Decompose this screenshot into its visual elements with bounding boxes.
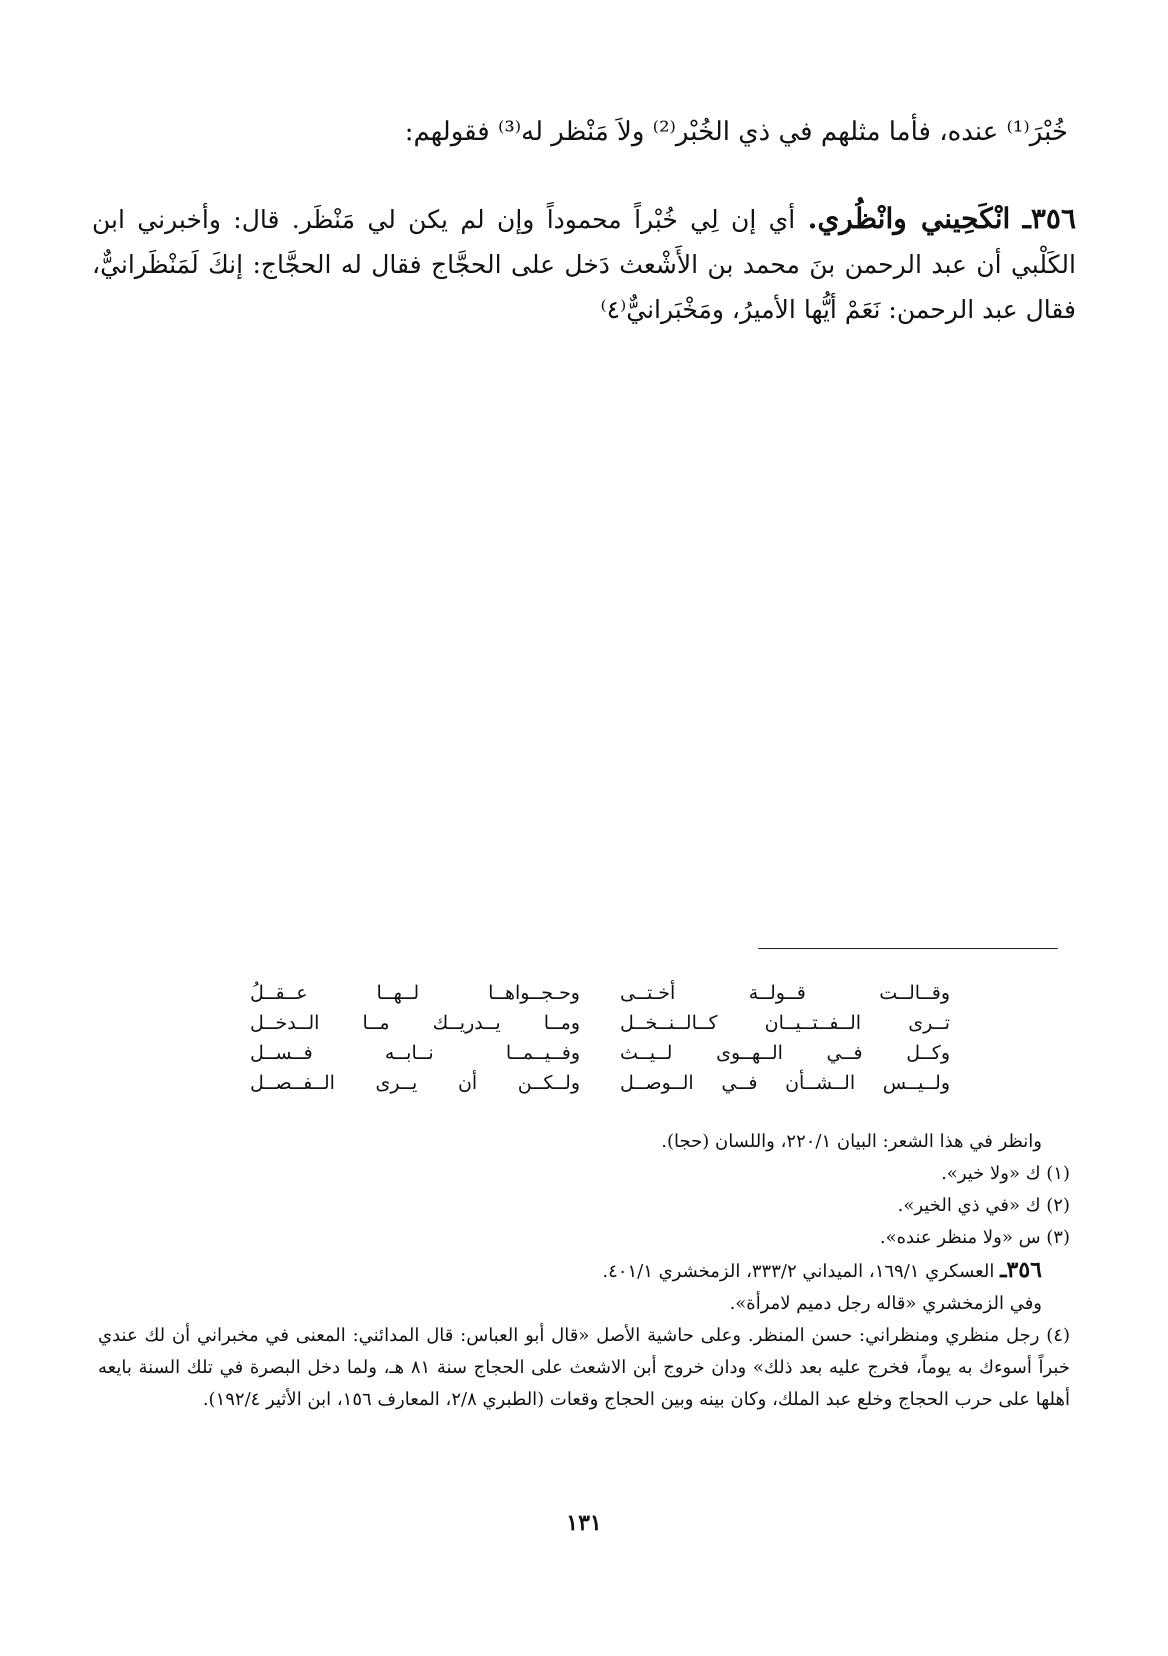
footnote-4: (٤) رجل منظري ومنظراني: حسن المنظر. وعلى حاشية الأصل «قال أبو العباس: قال المدائني: المعنى في مخبراني أن لك عندي خبراً أسوءك به يوماً، فخرج عليه بعد ذلك» ودان خروج أبن الاشعث على الحجاج سنة ٨١ هـ، ولما دخل البصرة في تلك السنة بايعه أهلها على حرب الحجاج وخلع عبد الملك، وكان بينه وبين الحجاج وقعات (الطبري ٢/٨، المعارف ١٥٦، ابن الأثير ١٩٢/٤). <box>98 1325 1070 1410</box>
verse-hemistich-right: تــرى الــفــتــيــان كــالــنــخــل <box>620 1012 950 1034</box>
see-also-note: وانظر في هذا الشعر: البيان ٢٢٠/١، واللسان (حجا). <box>661 1131 1042 1152</box>
verse-line <box>250 1008 950 1038</box>
verse-block <box>250 978 950 1098</box>
verse-hemistich-right: ولــيــس الــشــأن فــي الــوصــل <box>620 1072 950 1094</box>
verse-hemistich-left: ومــا يــدريــك مــا الــدخــل <box>250 1012 580 1034</box>
sources-note <box>98 1254 1070 1288</box>
sources-entry-number: ٣٥٦ـ <box>1000 1257 1042 1283</box>
footnotes <box>98 1126 1070 1416</box>
verse-hemistich-right: وكــل فــي الــهــوى لــيــث <box>620 1042 950 1064</box>
continuation-line: خُبْرَ⁽¹⁾ عنده، فأما مثلهم في ذي الخُبْر⁽²⁾ ولاَ مَنْظر له⁽³⁾ فقولهم: <box>404 117 1068 147</box>
verse-hemistich-right: وقــالــت قــولــة أخـتــى <box>620 982 950 1004</box>
verse-hemistich-left: ولــكــن أن يــرى الــفــصــل <box>250 1072 580 1094</box>
entry-number: ٣٥٦ـ <box>1022 202 1076 235</box>
verse-line <box>250 1068 950 1098</box>
footnote-1: (١) ك «ولا خير». <box>941 1163 1070 1184</box>
verse-hemistich-left: وحـجــواهــا لــهــا عــقــلُ <box>250 982 580 1004</box>
sources-text: العسكري ١٦٩/١، الميداني ٣٣٣/٢، الزمخشري ٤٠١/١. <box>602 1261 995 1282</box>
page-number: ١٣١ <box>566 1510 602 1536</box>
footnote-2: (٢) ك «في ذي الخير». <box>897 1195 1070 1216</box>
verse-line <box>250 1038 950 1068</box>
entry-headword: انْكَحِيني وانْظُري. <box>807 202 1011 235</box>
footnote-3: (٣) س «ولا منظر عنده». <box>879 1227 1070 1248</box>
zamakhshari-note: وفي الزمخشري «قاله رجل دميم لامرأة». <box>729 1293 1042 1314</box>
verse-line <box>250 978 950 1008</box>
footnote-separator <box>758 948 1058 949</box>
verse-hemistich-left: وفــيــمــا نــابــه فــســل <box>250 1042 580 1064</box>
proverb-entry <box>92 196 1076 332</box>
entry-text: أي إن لِي خُبْراً محموداً وإن لم يكن لي مَنْظَر. قال: وأخبرني ابن الكَلْبي أن عبد الرحمن بنَ محمد بن الأَشْعث دَخل على الحجَّاج فقال له الحجَّاج: إنكَ لَمَنْظَرانيٌّ، فقال عبد الرحمن: نَعَمْ أيُّها الأميرُ، ومَخْبَرانيٌّ⁽٤⁾ <box>92 205 1076 324</box>
